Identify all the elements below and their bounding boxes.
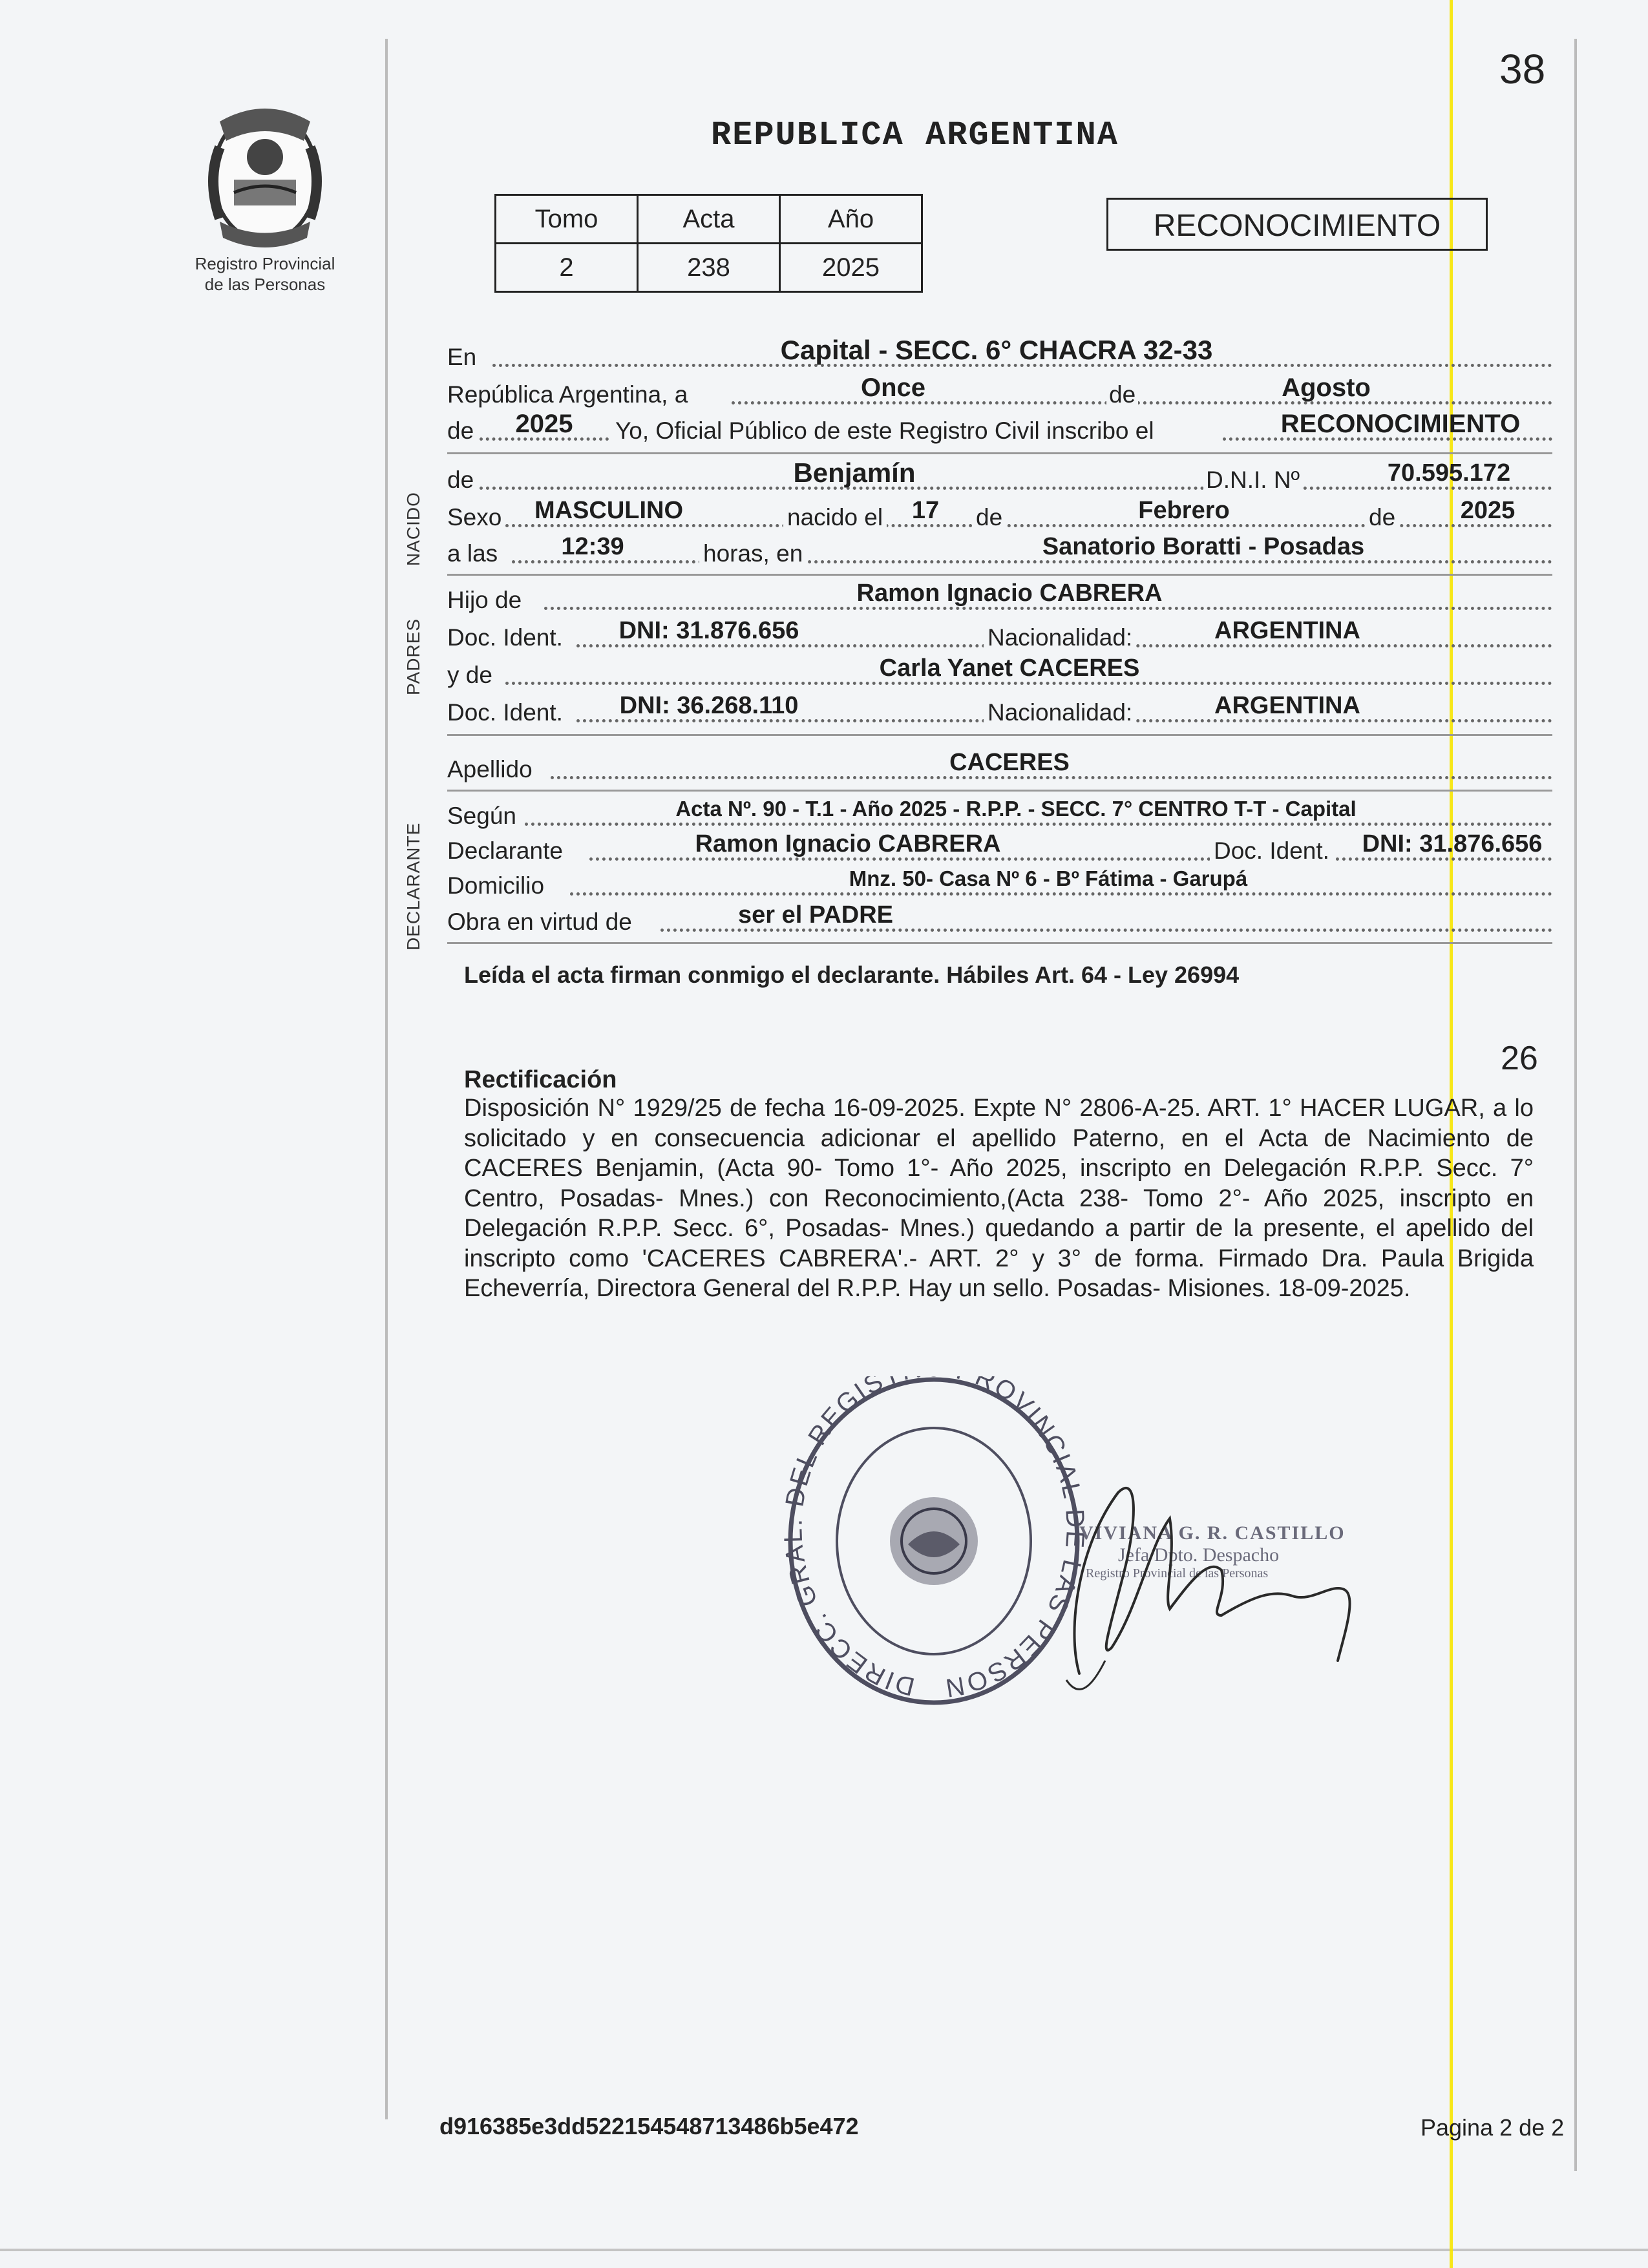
sexo-label: Sexo (447, 504, 502, 530)
segun-value: Acta Nº. 90 - T.1 - Año 2025 - R.P.P. - SECC. 7° CENTRO T-T - Capital (675, 797, 1357, 821)
inscribo-label: Yo, Oficial Público de este Registro Civil inscribo el (615, 417, 1154, 444)
a-las-label: a las (447, 540, 498, 567)
official-role: Jefa Dpto. Despacho (1118, 1544, 1280, 1566)
document-title: REPUBLICA ARGENTINA (711, 116, 1119, 154)
bottom-border-line (0, 2249, 1648, 2251)
row-father-doc (447, 618, 1552, 653)
doc-ident-label: Doc. Ident. (1210, 836, 1333, 866)
section-label-declarante: DECLARANTE (403, 822, 423, 950)
en-label: En (447, 344, 477, 370)
section-divider (447, 574, 1552, 576)
row-year (447, 411, 1552, 446)
row-date (447, 375, 1552, 410)
section-divider (447, 790, 1552, 792)
de-year-label: de (447, 417, 474, 444)
mother-nationality-value: ARGENTINA (1214, 692, 1360, 719)
father-nationality-value: ARGENTINA (1214, 617, 1360, 644)
row-declarante (447, 831, 1552, 866)
crest-caption (162, 253, 368, 295)
hijo-de-label: Hijo de (447, 587, 522, 613)
row-en (447, 337, 1552, 372)
declarante-doc-value: DNI: 31.876.656 (1362, 830, 1543, 857)
segun-label: Según (447, 803, 516, 829)
rectificacion-heading: Rectificación (464, 1066, 617, 1093)
province-crest-logo (194, 96, 336, 251)
domicilio-value: Mnz. 50- Casa Nº 6 - Bº Fátima - Garupá (849, 866, 1248, 890)
acta-value: 238 (638, 244, 780, 292)
nacido-el-label: nacido el (783, 503, 887, 532)
de-label: de (447, 467, 474, 493)
seal-inner-text-value (926, 1612, 935, 1613)
sexo-value: MASCULINO (534, 497, 684, 524)
obra-value: ser el PADRE (737, 901, 894, 929)
row-child-name (447, 457, 1552, 495)
section-divider (447, 942, 1552, 944)
birth-month-value: Febrero (1138, 497, 1230, 524)
child-dni-value: 70.595.172 (1387, 459, 1511, 487)
birth-place-value: Sanatorio Boratti - Posadas (1042, 533, 1365, 560)
row-obra (447, 902, 1552, 937)
acta-header: Acta (638, 195, 780, 244)
domicilio-label: Domicilio (447, 872, 545, 899)
horas-en-label: horas, en (699, 539, 807, 569)
nacionalidad-label: Nacionalidad: (984, 698, 1136, 728)
birth-year-value: 2025 (1460, 497, 1516, 524)
right-margin-line (1574, 39, 1577, 2171)
ano-header: Año (780, 195, 922, 244)
birth-day-value: 17 (911, 497, 940, 524)
mother-doc-value: DNI: 36.268.110 (619, 692, 799, 719)
official-name: VIVIANA G. R. CASTILLO (1079, 1522, 1346, 1544)
svg-text:DIRECC. GRAL. DEL REGISTRO PRO: DIRECC. GRAL. DEL REGIS ROVINCIAL DE LAS PERSON (779, 1376, 1089, 1703)
section-divider (447, 734, 1552, 736)
mother-name-value: Carla Yanet CACERES (879, 655, 1140, 682)
row-mother (447, 655, 1552, 690)
row-mother-doc (447, 693, 1552, 728)
tomo-header: Tomo (496, 195, 638, 244)
father-doc-value: DNI: 31.876.656 (618, 617, 799, 644)
left-margin-line (385, 39, 388, 2119)
row-sex (447, 498, 1552, 532)
section-divider (447, 452, 1552, 454)
obra-label: Obra en virtud de (447, 908, 632, 935)
child-name-value: Benjamín (793, 457, 916, 488)
annotation-page-mark: 26 (1501, 1040, 1538, 1077)
crest-caption-line-2: de las Personas (204, 275, 326, 294)
row-domicilio (447, 866, 1552, 901)
republica-label: República Argentina, a (447, 381, 688, 408)
seal-inner-text (801, 1612, 1060, 1613)
section-label-nacido: NACIDO (403, 492, 423, 566)
page-number: 38 (1499, 46, 1546, 92)
dni-label: D.N.I. Nº (1203, 465, 1302, 495)
nacionalidad-label: Nacionalidad: (984, 623, 1136, 653)
month-value: Agosto (1282, 373, 1371, 402)
de-label: de (972, 503, 1006, 532)
declarante-value: Ramon Ignacio CABRERA (695, 830, 1001, 857)
declarante-label: Declarante (447, 837, 563, 864)
apellido-label: Apellido (447, 756, 533, 782)
closing-statement: Leída el acta firman conmigo el declarante. Hábiles Art. 64 - Ley 26994 (464, 961, 1240, 988)
de-label: de (1106, 380, 1138, 410)
y-de-label: y de (447, 662, 492, 688)
page-indicator: Pagina 2 de 2 (1421, 2114, 1565, 2141)
day-value: Once (860, 373, 926, 402)
section-label-padres: PADRES (403, 618, 423, 695)
rectificacion-text: Disposición N° 1929/25 de fecha 16-09-2025. Expte N° 2806-A-25. ART. 1° HACER LUGAR, a lo solicitado y en consecuencia adicionar el apellido Paterno, en el Acta de Nacimiento de CACERES Benjamin, (Acta 90- Tomo 1°- Año 2025, inscripto en Delegación R.P.P. Secc. 7° Centro, Posadas- Mnes.) con Reconocimiento,(Acta 238- Tomo 2°- Año 2025, inscripto en Delegación R.P.P. Secc. 6°, Posadas- Mnes.) quedando a partir de la presente, el apellido del inscripto como 'CACERES CABRERA'.- ART. 2° y 3° de forma. Firmado Dra. Paula Brigida Echeverría, Directora General del R.P.P. Hay un sello. Posadas- Misiones. 18-09-2025. (464, 1095, 1534, 1302)
inscribo-value: RECONOCIMIENTO (1280, 410, 1521, 438)
father-name-value: Ramon Ignacio CABRERA (856, 580, 1163, 607)
row-father (447, 580, 1552, 615)
doc-ident-label: Doc. Ident. (447, 624, 563, 651)
birth-time-value: 12:39 (561, 533, 624, 560)
row-surname (447, 750, 1552, 784)
record-type-box: RECONOCIMIENTO (1106, 198, 1488, 251)
document-hash: d916385e3dd522154548713486b5e472 (439, 2113, 859, 2139)
year-value: 2025 (515, 410, 573, 438)
row-segun (447, 796, 1552, 831)
place-value: Capital - SECC. 6° CHACRA 32-33 (780, 335, 1213, 365)
doc-ident-label: Doc. Ident. (447, 699, 563, 726)
apellido-value: CACERES (949, 749, 1070, 776)
official-office: Registro Provincial de las Personas (1086, 1566, 1269, 1580)
tomo-value: 2 (496, 244, 638, 292)
de-label: de (1365, 503, 1399, 532)
row-time-place (447, 534, 1552, 569)
handwritten-signature (1041, 1467, 1428, 1712)
record-number-table (494, 194, 923, 293)
ano-value: 2025 (780, 244, 922, 292)
crest-caption-line-1: Registro Provincial (195, 254, 335, 273)
